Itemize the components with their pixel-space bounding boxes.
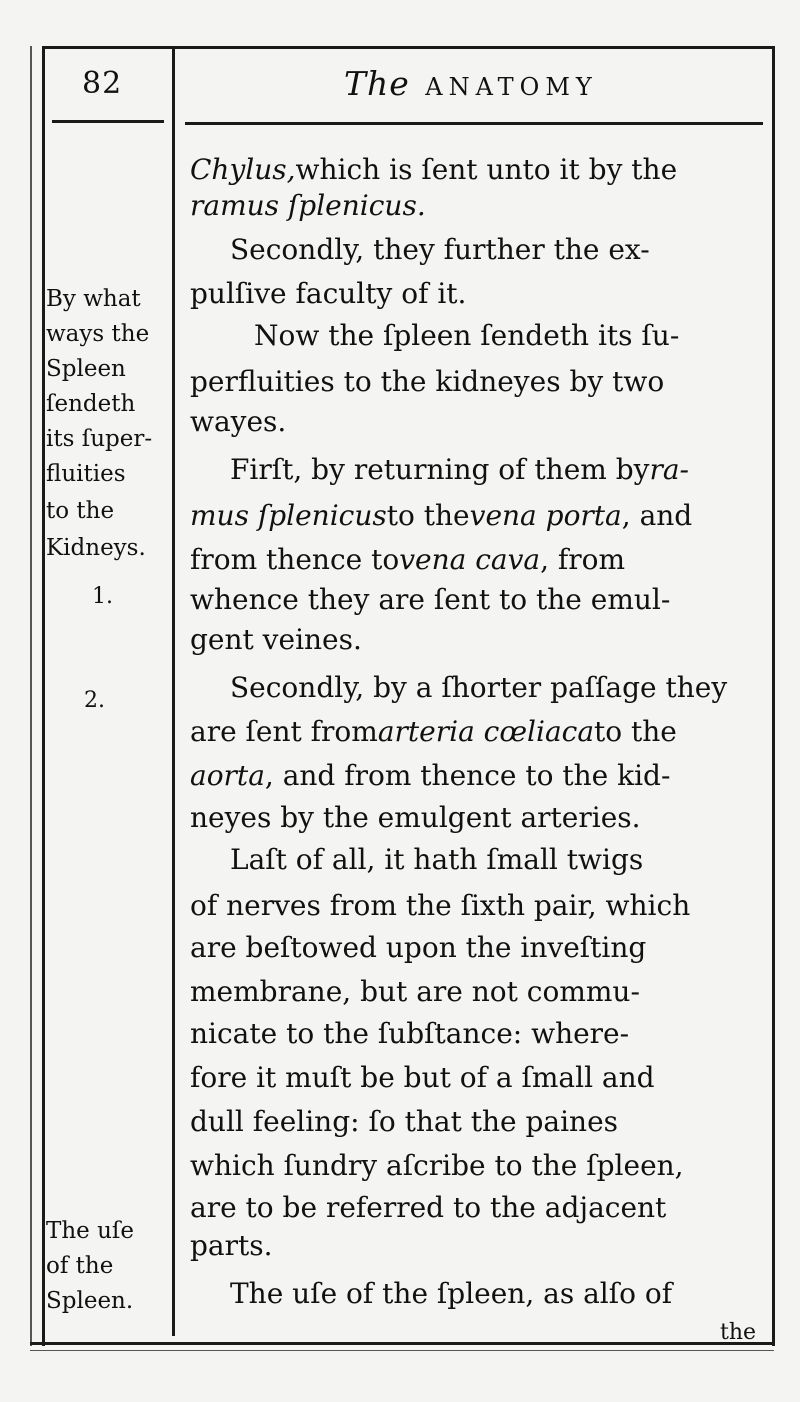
margin-note-line: fluities [46, 461, 126, 487]
body-line: aorta , and from thence to the kid- [190, 759, 671, 792]
margin-note-line: By what [46, 286, 141, 312]
margin-note-line: Spleen. [46, 1288, 134, 1314]
body-line: Firſt, by returning of them by ra- [230, 453, 690, 486]
running-head-title: ANATOMY [425, 73, 598, 101]
body-line: Secondly, by a ſhorter paſſage they [230, 671, 728, 704]
body-line: are beſtowed upon the inveſting [190, 931, 647, 964]
margin-note-line: Spleen [46, 356, 126, 382]
body-line: are to be referred to the adjacent [190, 1191, 667, 1224]
margin-note-line: ſendeth [46, 391, 136, 417]
body-line: gent veines. [190, 623, 362, 656]
body-line: membrane, but are not commu- [190, 975, 640, 1008]
body-line: Now the ſpleen ſendeth its ſu- [254, 319, 680, 352]
body-line: Laſt of all, it hath ſmall twigs [230, 843, 644, 876]
catchword: the [720, 1320, 757, 1345]
page-frame-left-rule [42, 46, 45, 1346]
page-number: 82 [82, 66, 123, 101]
margin-note-line: of the [46, 1253, 114, 1279]
margin-note-line: ways the [46, 321, 150, 347]
margin-note-line: to the [46, 498, 115, 524]
body-line: dull feeling: ſo that the paines [190, 1105, 619, 1138]
page-frame-outer-left-rule [30, 46, 32, 1346]
body-line: pulſive faculty of it. [190, 277, 467, 310]
body-line: mus ſplenicus to the vena porta , and [190, 499, 693, 532]
margin-note-line: Kidneys. [46, 535, 146, 561]
body-line: parts. [190, 1229, 273, 1262]
body-line: The uſe of the ſpleen, as alſo of [230, 1277, 673, 1310]
page-frame-bottom-thin-rule [30, 1350, 774, 1351]
header-rule-left [52, 120, 164, 123]
margin-note-line: its ſuper- [46, 426, 153, 452]
running-head [344, 64, 598, 103]
margin-number-1: 1. [92, 584, 113, 609]
body-line: neyes by the emulgent arteries. [190, 801, 641, 834]
running-head-article: The [344, 64, 410, 103]
body-line: from thence to vena cava , from [190, 543, 626, 576]
body-line: wayes. [190, 405, 287, 438]
body-line: fore it muſt be but of a ſmall and [190, 1061, 655, 1094]
margin-column-divider [172, 46, 175, 1336]
body-line: ramus ſplenicus. [190, 189, 426, 222]
body-line: nicate to the ſubſtance: where- [190, 1017, 630, 1050]
header-rule-right [185, 122, 763, 125]
page-frame-bottom-rule [30, 1342, 774, 1345]
body-line: are ſent from arteria cœliaca to the [190, 715, 677, 748]
body-line: Secondly, they further the ex- [230, 233, 650, 266]
margin-number-2: 2. [84, 688, 105, 713]
body-line: of nerves from the ſixth pair, which [190, 889, 691, 922]
body-line: which ſundry aſcribe to the ſpleen, [190, 1149, 684, 1182]
body-line: perfluities to the kidneyes by two [190, 365, 665, 398]
margin-note-line: The uſe [46, 1218, 135, 1244]
body-line: Chylus, which is ſent unto it by the [190, 153, 678, 186]
body-line: whence they are ſent to the emul- [190, 583, 671, 616]
page-frame-top-rule [42, 46, 774, 49]
